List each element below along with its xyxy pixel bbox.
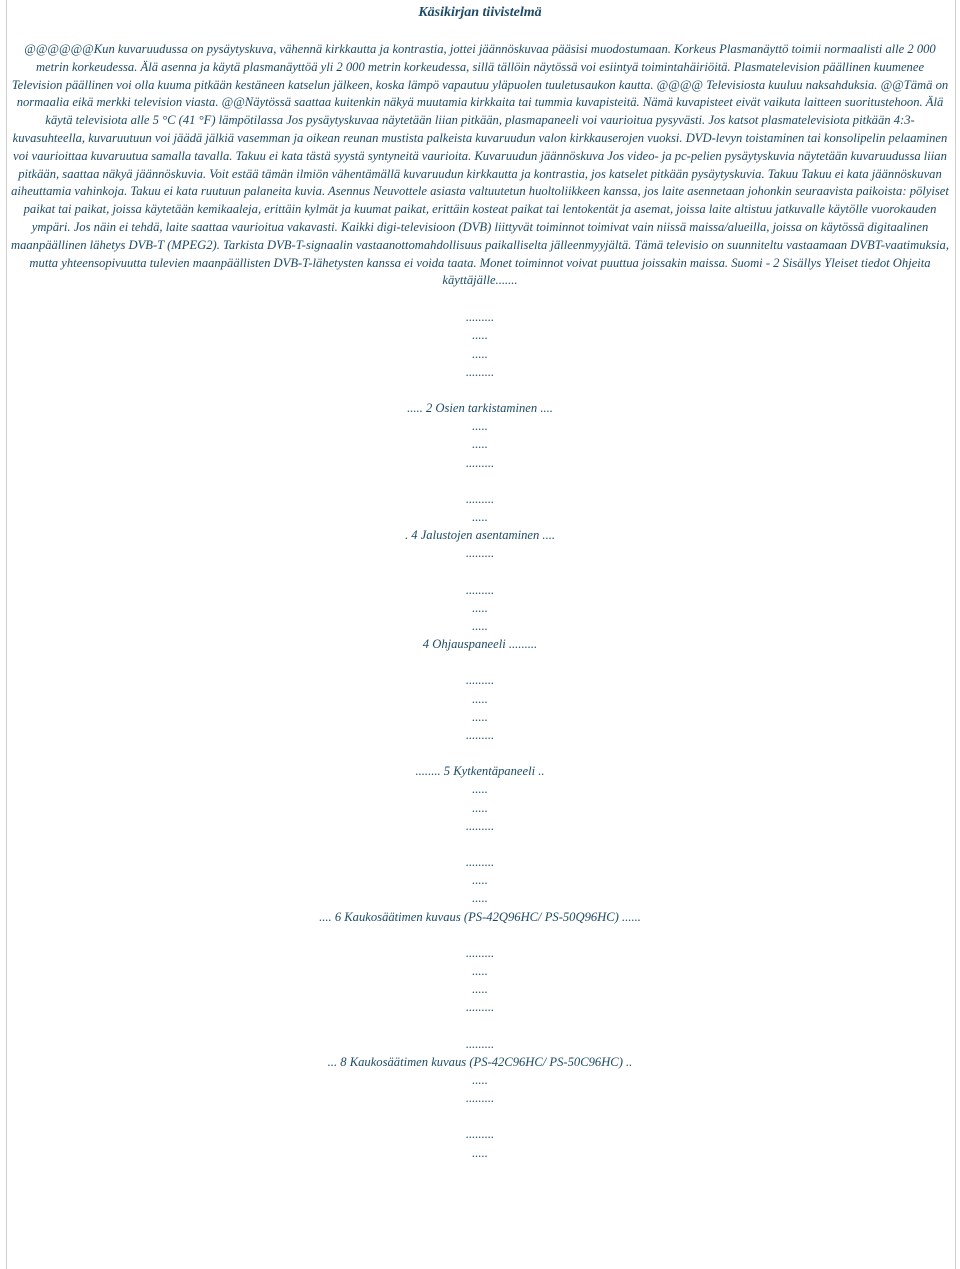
toc-line: ......... (465, 673, 495, 688)
toc-line: ......... (465, 582, 495, 597)
toc-spacer (0, 381, 960, 399)
toc-spacer (0, 653, 960, 671)
toc-line: ......... (465, 310, 495, 325)
toc-line: ..... (472, 509, 488, 524)
toc-line: ......... (465, 455, 495, 470)
toc-spacer (0, 1107, 960, 1125)
toc-line: ..... (472, 346, 488, 361)
toc-line: ..... (472, 964, 488, 979)
toc-line: ..... (472, 800, 488, 815)
toc-line: ......... (465, 546, 495, 561)
toc-line: . 4 Jalustojen asentaminen .... (404, 528, 556, 543)
toc-line: ......... (465, 1091, 495, 1106)
toc-line: ..... (472, 437, 488, 452)
toc-line: ......... (465, 945, 495, 960)
toc-line: ........ 5 Kytkentäpaneeli .. (415, 764, 545, 779)
page-border-right (955, 0, 956, 1269)
toc-line: ... 8 Kaukosäätimen kuvaus (PS-42C96HC/ PS-50C96HC) .. (327, 1054, 633, 1069)
toc-spacer (0, 744, 960, 762)
page-border-left (6, 0, 7, 1269)
toc-line: ..... (472, 419, 488, 434)
toc-line: ..... (472, 1073, 488, 1088)
toc-line: ......... (465, 364, 495, 379)
toc-line: ..... (472, 982, 488, 997)
toc-line: ......... (465, 728, 495, 743)
table-of-contents (0, 308, 960, 1162)
toc-line: ..... (472, 691, 488, 706)
toc-line: ..... (472, 891, 488, 906)
toc-line: ......... (465, 491, 495, 506)
toc-line: ......... (465, 1000, 495, 1015)
toc-line: ..... (472, 782, 488, 797)
toc-spacer (0, 472, 960, 490)
toc-line: ..... (472, 600, 488, 615)
toc-line: ..... (472, 873, 488, 888)
page-title: Käsikirjan tiivistelmä (418, 5, 542, 20)
toc-line: ......... (465, 1036, 495, 1051)
toc-line: ..... 2 Osien tarkistaminen .... (407, 400, 553, 415)
toc-line: ..... (472, 328, 488, 343)
summary-paragraph: @@@@@@Kun kuvaruudussa on pysäytyskuva, vähennä kirkkautta ja kontrastia, jottei jäännöskuvaa pääsisi muodostumaan. Korkeus Plasmanäyttö toimii normaalisti alle 2 000 metrin korkeudessa. Älä asenna ja käytä plasmanäyttöä yli 2 000 metrin korkeudessa, sillä tällöin näytössä voi esiintyä toimintahäiriöitä. Plasmatelevision päällinen kuumenee Television päällinen voi olla kuuma pitkään kestäneen katselun jälkeen, koska lämpö vapautuu yläpuolen tuuletusaukon kautta. @@@@ Televisiosta kuuluu naksahduksia. @@Tämä on normaalia eikä merkki television viasta. @@Näytössä saattaa kuitenkin näkyä muutamia kirkkaita tai tummia kuvapisteitä. Nämä kuvapisteet eivät vaikuta laitteen suoritustehoon. Älä käytä televisiota alle 5 °C (41 °F) lämpötilassa Jos pysäytyskuvaa näytetään liian pitkään, plasmapaneeli voi vaurioitua pysyvästi. Jos katsot plasmatelevisiota pitkään 4:3-kuvasuhteella, kuvaruutuun voi jäädä jälkiä vasemman ja oikean reunan mustista palkeista kuvaruudun valon kirkkauserojen vuoksi. DVD-levyn toistaminen tai konsolipelin pelaaminen voi vaurioittaa kuvaruutua samalla tavalla. Takuu ei kata tästä syystä syntyneitä vaurioita. Kuvaruudun jäännöskuva Jos video- ja pc-pelien pysäytyskuvia näytetään kuvaruudussa liian pitkään, saattaa näkyä jäännöskuvia. Voit estää tämän ilmiön vähentämällä kuvaruudun kirkkautta ja kontrastia, jos katselet pitkään pysäytyskuvia. Takuu Takuu ei kata jäännöskuvan aiheuttamia vahinkoja. Takuu ei kata ruutuun palaneita kuvia. Asennus Neuvottele asiasta valtuutetun huoltoliikkeen kanssa, jos laite asennetaan johonkin seuraavista paikoista: pölyiset paikat tai paikat, joissa käytetään kemikaaleja, erittäin kylmät ja kuumat paikat, erittäin kosteat paikat tai lentokentät ja asemat, joissa laite altistuu jatkuvalle käytölle vuorokauden ympäri. Jos näin ei tehdä, laite saattaa vaurioitua vakavasti. Kaikki digi-televisioon (DVB) liittyvät toiminnot toimivat vain niissä maissa/alueilla, joissa on käytössä digitaalinen maanpäällinen lähetys DVB-T (MPEG2). Tarkista DVB-T-signaalin vastaanottomahdollisuus paikalliselta jälleenmyyjältä. Tämä televisio on suunniteltu vastaamaan DVBT-vaatimuksia, mutta yhteensopivuutta tulevien maanpäällisten DVB-T-lähetysten kanssa ei voida taata. Monet toiminnot voivat puuttua joissakin maissa. Suomi - 2 Sisällys Yleiset tiedot Ohjeita käyttäjälle....... (10, 42, 950, 288)
toc-line: 4 Ohjauspaneeli ......... (422, 637, 538, 652)
toc-spacer (0, 563, 960, 581)
toc-line: ..... (472, 1145, 488, 1160)
toc-spacer (0, 926, 960, 944)
toc-line: ..... (472, 619, 488, 633)
toc-line: ......... (465, 1127, 495, 1142)
toc-spacer (0, 835, 960, 853)
toc-line: ......... (465, 855, 495, 870)
toc-spacer (0, 1017, 960, 1035)
toc-line: ......... (465, 818, 495, 833)
toc-line: .... 6 Kaukosäätimen kuvaus (PS-42Q96HC/ PS-50Q96HC) ...... (319, 909, 641, 924)
toc-line: ..... (472, 709, 488, 724)
